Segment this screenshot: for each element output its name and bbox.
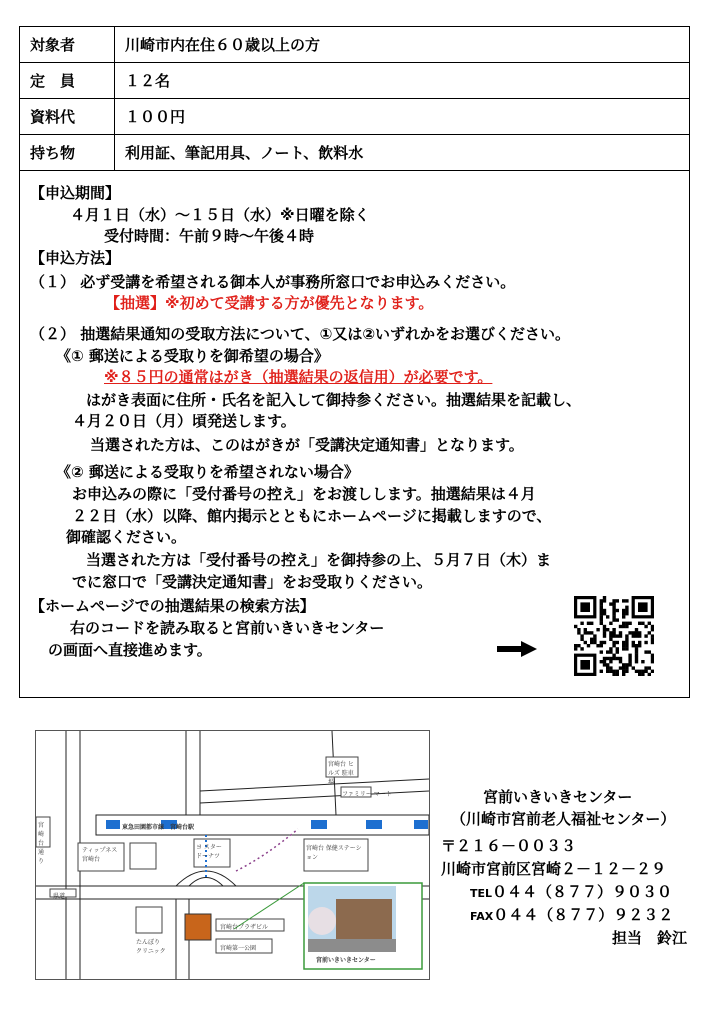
row-key: 持ち物 [20,135,115,171]
map-label-school: 宮崎台 保健ステーション [306,845,362,861]
map-label-center: 宮前いきいきセンター [316,957,376,964]
table-row [20,135,690,171]
table-row [20,63,690,99]
option-1-line: はがき表面に住所・氏名を記入して御持参ください。抽選結果を記載し、 [86,391,582,409]
period-hours: 受付時間：午前９時～午後４時 [104,227,315,245]
tel-line [470,881,672,905]
map-label-clinic: たんぽり クリニック [136,939,166,955]
tel-number: ０４４（８７７）９０３０ [492,883,673,901]
map-label-doutor: ヨ スター ドーナツ [196,844,222,860]
fax-label: FAX [470,910,494,923]
option-2-line: ２２日（水）以降、館内掲示とともにホームページに掲載しますので、 [72,507,552,525]
map-label-road2: 県道 [53,893,66,900]
option-1-line: 当選された方は、このはがきが「受講決定通知書」となります。 [90,436,524,454]
fax-number: ０４４（８７７）９２３２ [493,906,674,924]
row-value: 利用証、筆記用具、ノート、飲料水 [115,135,690,171]
option-2-line: お申込みの際に「受付番号の控え」をお渡しします。抽選結果は４月 [72,485,536,503]
map-label-shop: ファミリー マート [342,791,392,798]
arrow-right-icon [497,641,537,657]
option-1-required: ※８５円の通常はがき（抽選結果の返信用）が必要です。 [104,368,493,386]
web-heading: 【ホームページでの抽選結果の検索方法】 [30,597,315,615]
option-2-line: でに窓口で「受講決定通知書」をお受取りください。 [72,573,433,591]
map-label-road: 宮崎台通り [38,822,45,865]
course-info-table [19,26,690,171]
staff-name: 担当 鈴江 [612,929,688,947]
option-2-heading: 《② 郵送による受取りを希望されない場合》 [56,463,359,481]
fax-line [470,904,673,928]
center-name: 宮前いきいきセンター [483,788,633,806]
application-sheet [19,26,690,698]
postal-code: 〒２１６－００３３ [441,837,577,855]
table-row [20,99,690,135]
application-notice [19,171,690,698]
option-2-line: 御確認ください。 [66,528,187,546]
table-row [20,27,690,63]
method-1-note: 【抽選】※初めて受講する方が優先となります。 [105,294,434,312]
web-line: 右のコードを読み取ると宮前いきいきセンター [70,619,385,637]
option-1-line: ４月２０日（月）頃発送します。 [72,412,296,430]
row-key: 定 員 [20,63,115,99]
row-value: １００円 [115,99,690,135]
qr-code[interactable] [574,596,654,676]
map-label-park: 宮崎第一公園 [220,945,257,952]
web-line: の画面へ直接進めます。 [48,641,212,659]
address: 川崎市宮前区宮崎２－１２－２９ [441,860,667,878]
map-label-station: 東急田園都市線 宮崎台駅 [122,824,195,831]
access-map [35,730,430,980]
row-value: １２名 [115,63,690,99]
option-2-line: 当選された方は「受付番号の控え」を御持参の上、５月７日（木）ま [86,551,552,569]
period-heading: 【申込期間】 [30,184,121,202]
row-key: 対象者 [20,27,115,63]
method-2: （２） 抽選結果通知の受取方法について、①又は②いずれかをお選びください。 [30,325,571,343]
tel-label: TEL [470,887,493,900]
map-label-plaza: 宮崎台プラザビル [220,924,269,931]
option-1-heading: 《① 郵送による受取りを御希望の場合》 [56,347,329,365]
map-label-top: 宮崎台 ヒルズ 駐車場 [328,761,354,786]
period-dates: ４月１日（水）～１５日（水）※日曜を除く [70,206,370,224]
map-label-store: ティップネス 宮崎台 [82,847,118,863]
center-alt-name: （川崎市宮前老人福祉センター） [451,810,676,828]
method-heading: 【申込方法】 [30,249,121,267]
row-value: 川崎市内在住６０歳以上の方 [115,27,690,63]
row-key: 資料代 [20,99,115,135]
method-1: （１） 必ず受講を希望される御本人が事務所窓口でお申込みください。 [30,273,516,291]
